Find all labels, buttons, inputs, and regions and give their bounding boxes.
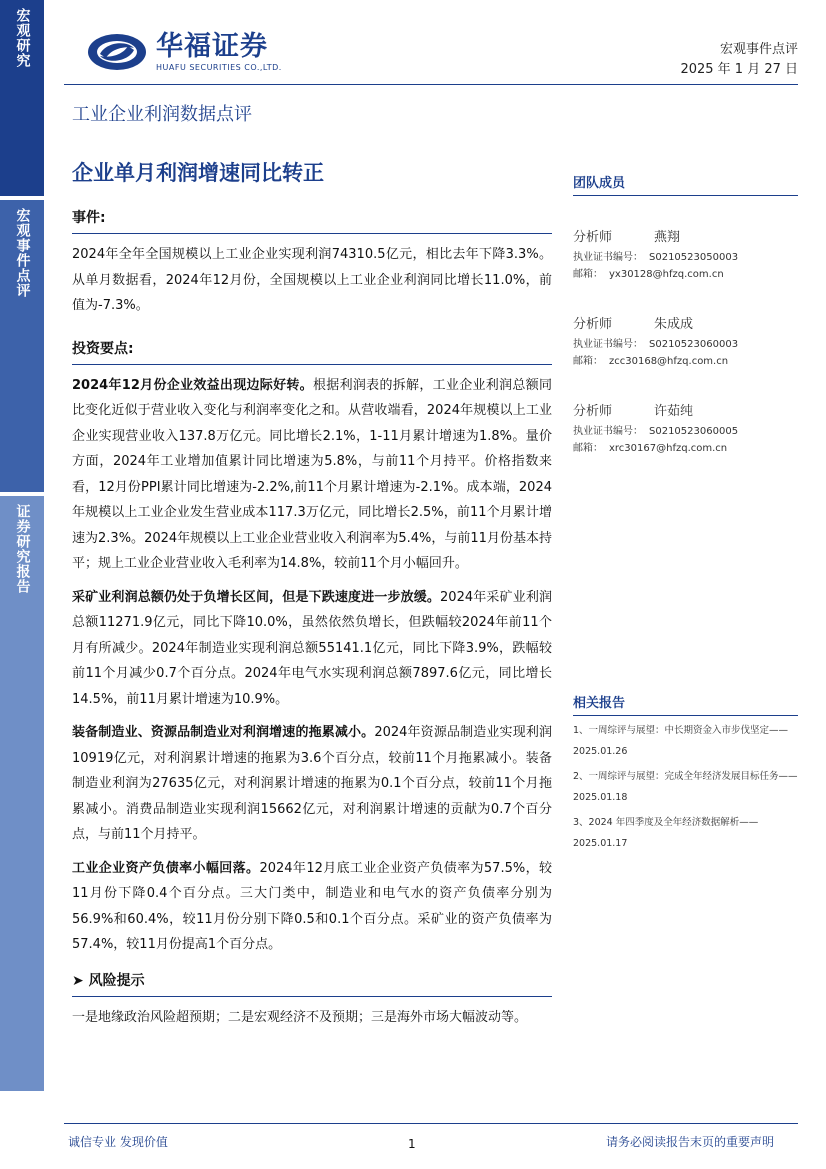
logo-english-name: HUAFU SECURITIES CO.,LTD.: [156, 63, 282, 72]
footer-divider: [64, 1123, 798, 1124]
point-paragraph: 2024年12月份企业效益出现边际好转。根据利润表的拆解，工业企业利润总额同比变化近似于营业收入变化与利润率变化之和。从营收端看，2024年规模以上工业企业实现营业收入137.8万亿元。同比增长2.1%，1-11月累计增速为1.8%。量价方面，2024年工业增加值累计同比增速为5.8%，与前11个月持平。价格指数来看，12月份PPI累计同比增速为-2.2%,前11个月累计增速为-2.1%。成本端，2024年规模以上工业企业发生营业成本117.3万亿元，同比增长2.5%，前11个月累计增速为2.3%。2024年规模以上工业企业营业收入利润率为5.4%，与前11月份基本持平；规上工业企业营业收入毛利率为14.8%，较前11个月小幅回升。: [72, 377, 552, 571]
report-subtitle: 工业企业利润数据点评: [72, 104, 252, 125]
footer-disclaimer: 请务必阅读报告末页的重要声明: [605, 1135, 774, 1149]
points-heading: 投资要点:: [72, 327, 552, 365]
point-paragraph: 采矿业利润总额仍处于负增长区间，但是下跌速度进一步放缓。2024年采矿业利润总额11271.9亿元，同比下降10.0%，虽然依然负增长，但跌幅较2024年前11个月有所减少。2024年制造业实现利润总额55141.1亿元，同比下降3.9%，跌幅较前11个月减少0.7个百分点。2024年电气水实现利润总额7897.6亿元，同比增长14.5%，前11月累计增速为10.9%。: [72, 589, 552, 707]
related-heading: 相关报告: [573, 692, 798, 716]
logo-chinese-name: 华福证券: [156, 31, 268, 62]
analyst-email[interactable]: zcc30168@hfzq.com.cn: [609, 356, 729, 367]
related-report-link[interactable]: 1、一周综评与展望：中长期资金入市步伐坚定——2025.01.26: [573, 725, 789, 757]
company-logo: [86, 32, 282, 72]
analyst-card: 分析师 许茹纯 执业证书编号： S0210523060005 邮箱： xrc30167@hfzq.com.cn: [573, 400, 798, 457]
related-reports-panel: [573, 692, 798, 854]
header-info: [680, 40, 798, 80]
logo-swirl-icon: [86, 32, 148, 72]
analyst-name: 朱成成: [654, 317, 694, 332]
team-heading: 团队成员: [573, 172, 798, 196]
analyst-email[interactable]: yx30128@hfzq.com.cn: [609, 269, 724, 280]
analyst-card: 分析师 燕翔 执业证书编号： S0210523050003 邮箱： yx30128@hfzq.com.cn: [573, 226, 798, 283]
event-text: 2024年全年全国规模以上工业企业实现利润74310.5亿元，相比去年下降3.3%。从单月数据看，2024年12月份，全国规模以上工业企业利润同比增长11.0%，前值为-7.3%。: [72, 247, 552, 313]
related-report-link[interactable]: 3、2024 年四季度及全年经济数据解析——2025.01.17: [573, 817, 759, 849]
point-lead: 工业企业资产负债率小幅回落。: [72, 860, 260, 876]
arrow-bullet-icon: ➤: [72, 972, 89, 989]
analyst-name: 许茹纯: [654, 404, 694, 419]
point-paragraph: 装备制造业、资源品制造业对利润增速的拖累减小。2024年资源品制造业实现利润10919亿元，对利润累计增速的拖累为3.6个百分点，较前11个月拖累减小。装备制造业利润为27635亿元，对利润累计增速的拖累为0.1个百分点，较前11个月拖累减小。消费品制造业实现利润15662亿元，对利润累计增速的贡献为0.7个百分点，与前11个月持平。: [72, 725, 552, 842]
team-panel: [573, 172, 798, 457]
point-paragraph: 工业企业资产负债率小幅回落。2024年12月底工业企业资产负债率为57.5%，较11月份下降0.4个百分点。三大门类中，制造业和电气水的资产负债率分别为56.9%和60.4%，较11月份分别下降0.5和0.1个百分点。采矿业的资产负债率为57.4%，较11月份提高1个百分点。: [72, 860, 552, 952]
point-lead: 装备制造业、资源品制造业对利润增速的拖累减小。: [72, 725, 375, 740]
analyst-card: 分析师 朱成成 执业证书编号： S0210523060003 邮箱： zcc30168@hfzq.com.cn: [573, 313, 798, 370]
footer-slogan: 诚信专业 发现价值: [68, 1135, 168, 1149]
event-heading: 事件:: [72, 196, 552, 234]
left-sidebar: [0, 0, 44, 1169]
report-type: 宏观事件点评: [719, 42, 798, 57]
analyst-email[interactable]: xrc30167@hfzq.com.cn: [609, 443, 728, 454]
analyst-name: 燕翔: [654, 230, 681, 245]
point-lead: 采矿业利润总额仍处于负增长区间，但是下跌速度进一步放缓。: [72, 589, 441, 605]
report-title: 企业单月利润增速同比转正: [72, 160, 324, 185]
sidebar-category-event: 宏观事件点评: [0, 200, 44, 492]
header-divider: [64, 84, 798, 85]
sidebar-category-macro: 宏观研究: [0, 0, 44, 196]
page-number: 1: [408, 1137, 416, 1151]
related-report-link[interactable]: 2、一周综评与展望：完成全年经济发展目标任务——2025.01.18: [573, 771, 798, 803]
risk-heading: ➤ 风险提示: [72, 966, 552, 997]
main-content: [72, 196, 552, 1038]
report-date: 2025 年 1 月 27 日: [680, 62, 798, 77]
point-lead: 2024年12月份企业效益出现边际好转。: [72, 377, 313, 393]
risk-text: 一是地缘政治风险超预期；二是宏观经济不及预期；三是海外市场大幅波动等。: [72, 1009, 528, 1025]
sidebar-category-report: 证券研究报告: [0, 496, 44, 1091]
